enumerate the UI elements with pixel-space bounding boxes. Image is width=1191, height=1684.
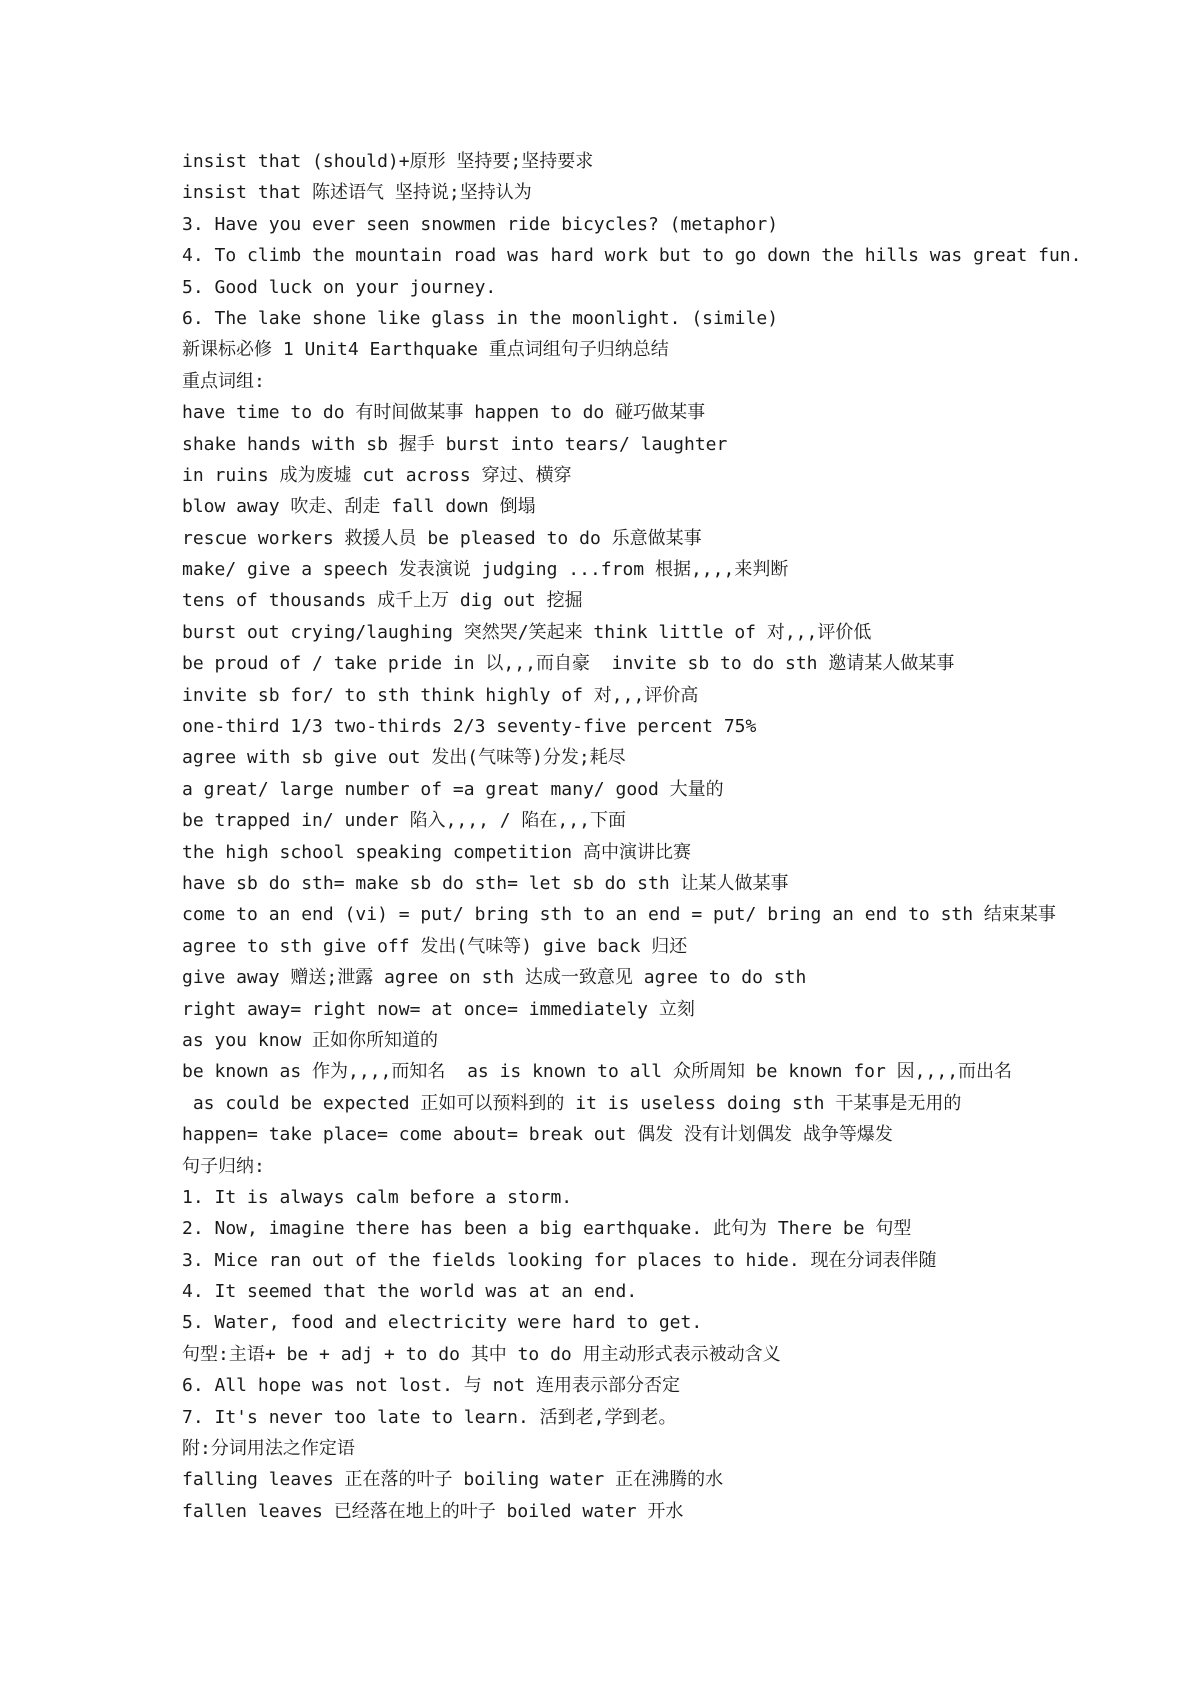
text-line: 2. Now, imagine there has been a big earthquake. 此句为 There be 句型 — [182, 1218, 912, 1240]
text-line: 6. All hope was not lost. 与 not 连用表示部分否定 — [182, 1375, 680, 1397]
text-line: 5. Water, food and electricity were hard to get. — [182, 1312, 703, 1334]
text-line: 3. Mice ran out of the fields looking for places to hide. 现在分词表伴随 — [182, 1249, 937, 1271]
text-line: blow away 吹走、刮走 fall down 倒塌 — [182, 496, 536, 518]
section-title: 新课标必修 1 Unit4 Earthquake 重点词组句子归纳总结 — [182, 339, 669, 361]
text-line: have time to do 有时间做某事 happen to do 碰巧做某事 — [182, 402, 706, 424]
text-line: 3. Have you ever seen snowmen ride bicycles? (metaphor) — [182, 213, 779, 235]
text-line: the high school speaking competition 高中演讲比赛 — [182, 841, 691, 863]
text-line: tens of thousands 成千上万 dig out 挖掘 — [182, 590, 583, 612]
text-line: be trapped in/ under 陷入,,,, / 陷在,,,下面 — [182, 810, 626, 832]
text-line: 5. Good luck on your journey. — [182, 276, 497, 298]
text-line: shake hands with sb 握手 burst into tears/ laughter — [182, 433, 728, 455]
text-line: make/ give a speech 发表演说 judging ...from 根据,,,,来判断 — [182, 559, 789, 581]
text-line: in ruins 成为废墟 cut across 穿过、横穿 — [182, 464, 572, 486]
text-line: have sb do sth= make sb do sth= let sb do sth 让某人做某事 — [182, 872, 789, 894]
section-heading: 句子归纳: — [182, 1155, 265, 1177]
text-line: as you know 正如你所知道的 — [182, 1029, 439, 1051]
text-line: be proud of / take pride in 以,,,而自豪 invite sb to do sth 邀请某人做某事 — [182, 653, 955, 675]
text-line: 1. It is always calm before a storm. — [182, 1186, 573, 1208]
text-line: insist that (should)+原形 坚持要;坚持要求 — [182, 151, 594, 172]
text-line: 4. To climb the mountain road was hard work but to go down the hills was great fun. — [182, 245, 1082, 267]
text-line: agree to sth give off 发出(气味等) give back 归还 — [182, 935, 688, 957]
text-line: rescue workers 救援人员 be pleased to do 乐意做某事 — [182, 527, 702, 549]
text-line: happen= take place= come about= break out 偶发 没有计划偶发 战争等爆发 — [182, 1124, 893, 1146]
text-line: give away 赠送;泄露 agree on sth 达成一致意见 agree to do sth — [182, 967, 807, 989]
text-line: fallen leaves 已经落在地上的叶子 boiled water 开水 — [182, 1500, 684, 1522]
text-line: one-third 1/3 two-thirds 2/3 seventy-five percent 75% — [182, 716, 757, 738]
text-line: 7. It's never too late to learn. 活到老,学到老。 — [182, 1406, 677, 1428]
document-body — [182, 146, 1172, 1527]
text-line: a great/ large number of =a great many/ good 大量的 — [182, 778, 724, 800]
section-heading: 重点词组: — [182, 370, 265, 392]
text-line: invite sb for/ to sth think highly of 对,,,评价高 — [182, 684, 699, 706]
text-line: agree with sb give out 发出(气味等)分发;耗尽 — [182, 747, 626, 769]
text-line: as could be expected 正如可以预料到的 it is useless doing sth 干某事是无用的 — [182, 1092, 962, 1114]
text-line: insist that 陈述语气 坚持说;坚持认为 — [182, 182, 532, 204]
text-line: falling leaves 正在落的叶子 boiling water 正在沸腾的水 — [182, 1469, 724, 1491]
section-heading: 附:分词用法之作定语 — [182, 1438, 355, 1460]
text-line: come to an end (vi) = put/ bring sth to an end = put/ bring an end to sth 结束某事 — [182, 904, 1056, 926]
text-line: 句型:主语+ be + adj + to do 其中 to do 用主动形式表示被动含义 — [182, 1343, 781, 1365]
text-line: burst out crying/laughing 突然哭/笑起来 think little of 对,,,评价低 — [182, 621, 872, 643]
text-line: right away= right now= at once= immediately 立刻 — [182, 998, 695, 1020]
text-line: 6. The lake shone like glass in the moonlight. (simile) — [182, 307, 779, 329]
text-line: be known as 作为,,,,而知名 as is known to all 众所周知 be known for 因,,,,而出名 — [182, 1061, 1013, 1083]
text-line: 4. It seemed that the world was at an end. — [182, 1281, 638, 1303]
